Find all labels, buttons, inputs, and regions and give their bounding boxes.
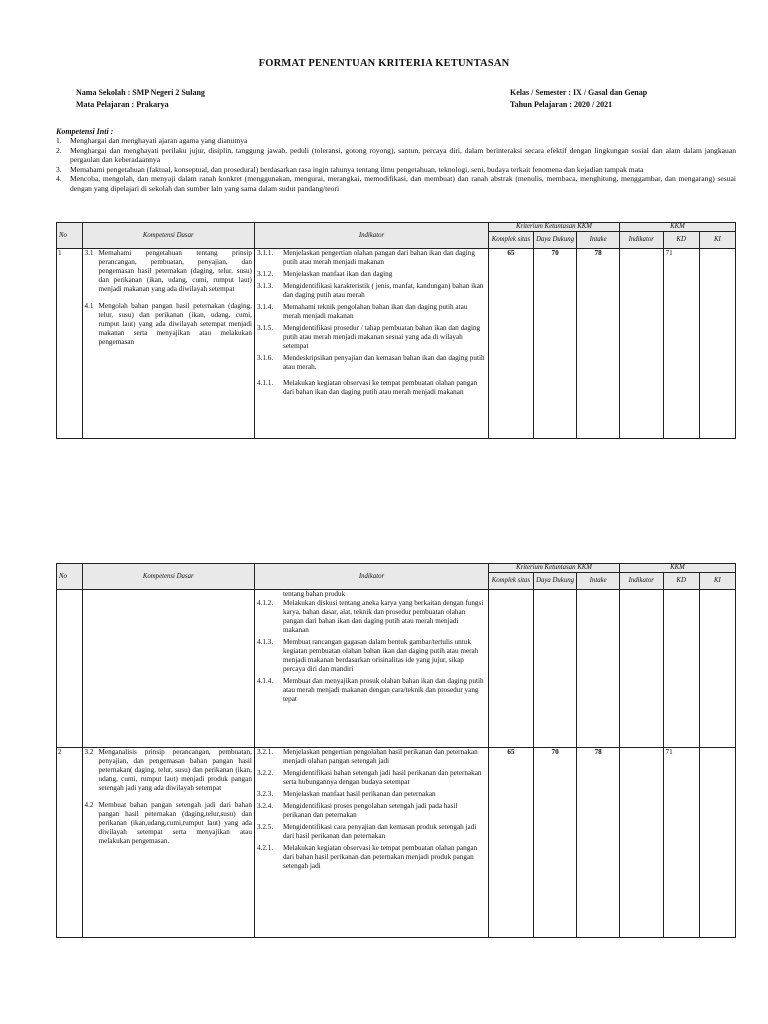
- indikator-cell: 3.2.1. Menjelaskan pengertian pengolahan hasil perikanan dan peternakan menjadi olahan pangan setengah jadi 3.2.2. Mengidentifikasi bahan setengah jadi hasil perikanan dan peternakan serta hubungannya dengan budaya setempat 3.2.3. Menjelaskan manfaat hasil perikanan dan peternakan 3.2.4. Mengidentifikasi proses pengolahan setengah jadi pada hasil perikanan dan peternakan 3.2.5. Mengidentifikasi cara penyajian dan kemasan produk setengah jadi dari hasil perikanan dan peternakan 4.2.1. Melakukan kegiatan observasi ke tempat pembuatan olahan pangan dari bahan hasil perikanan dan peternakan menjadi produk pangan setengah jadi: [254, 748, 488, 938]
- kkm-kd-value: [663, 590, 699, 748]
- ki-item: 2. Menghargai dan menghayati perilaku jujur, disiplin, tanggung jawab, peduli (toleransi, gotong royong), santun, percaya diri, dalam berinteraksi secara efektif dengan lingkungan sosial dan alam dalam jangkauan pergaulan dan keberadaannya: [56, 145, 736, 165]
- kkm-indikator-value: [619, 590, 663, 748]
- kkm-table-page1: [56, 222, 736, 439]
- kkm-table-page2: [56, 563, 736, 938]
- header-indikator: Indikator: [254, 223, 488, 249]
- document-title: FORMAT PENENTUAN KRITERIA KETUNTASAN: [258, 58, 510, 69]
- header-indikator: Indikator: [254, 564, 488, 590]
- table-row: [57, 590, 736, 748]
- row-no: [57, 590, 83, 748]
- kkm-indikator-value: [619, 748, 663, 938]
- header-kkm-ki: KI: [699, 573, 735, 590]
- header-intake: Intake: [577, 573, 620, 590]
- indikator-cell: 3.1.1. Menjelaskan pengertian olahan pangan dari bahan ikan dan daging putih atau merah menjadi makanan 3.1.2. Menjelaskan manfaat ikan dan daging 3.1.3. Mengidentifikasi karakteristik ( jenis, manfat, kandungan) bahan ikan dan daging putih atau merah 3.1.4. Memahami teknik pengolahan bahan ikan dan daging putih atau merah menjadi makanan 3.1.5. Mengidentifikasi prosedur / tahap pembuatan bahan ikan dan daging putih atau merah menjadi makanan sesuai yang ada di wilayah setempat 3.1.6. Mendeskripsikan penyajian dan kemasan bahan ikan dan daging putih atau merah. 4.1.1. Melakukan kegiatan observasi ke tempat pembuatan olahan pangan dari bahan ikan dan daging putih atau merah menjadi makanan: [254, 249, 488, 439]
- kkm-kd-value: 71: [663, 748, 699, 938]
- header-kompleksitas: Komplek sitas: [489, 573, 534, 590]
- kompleksitas-value: 65: [489, 249, 534, 439]
- header-kkm-ki: KI: [699, 232, 735, 249]
- header-kkm-indikator: Indikator: [619, 232, 663, 249]
- kd-cell: 3.2 Menganalisis prinsip perancangan, pembuatan, penyajian, dan pengemasan bahan pangan hasil peternakan( daging, telur, susu) dan perikanan (ikan, udang, cumi, rumput laut) menjadi produk pangan setengah jadi yang ada diwilayah setempat 4.2 Membuat bahan pangan setengah jadi dari bahan pangan hasil peternakan (daging,telur,susu) dan perikanan (ikan,udang,cumi,rumput laut) yang ada diwilayah setempat serta menyajikan atau melakukan pengemasan.: [82, 748, 254, 938]
- header-no: No: [57, 564, 83, 590]
- header-kkm-kd: KD: [663, 573, 699, 590]
- intake-value: [577, 590, 620, 748]
- kompetensi-inti-list: [56, 136, 736, 194]
- kkm-indikator-value: [619, 249, 663, 439]
- header-kkm: KKM: [619, 564, 735, 573]
- kompetensi-inti-heading: Kompetensi Inti :: [56, 127, 114, 136]
- indikator-continuation: tentang bahan produk: [282, 590, 346, 598]
- intake-value: 78: [577, 249, 620, 439]
- header-kriterium: Kriterium Ketuntasan KKM: [489, 564, 620, 573]
- daya-dukung-value: 70: [533, 748, 577, 938]
- header-kd: Kompetensi Dasar: [82, 564, 254, 590]
- subject-name: Mata Pelajaran : Prakarya: [76, 100, 169, 109]
- daya-dukung-value: 70: [533, 249, 577, 439]
- header-kkm: KKM: [619, 223, 735, 232]
- intake-value: 78: [577, 748, 620, 938]
- daya-dukung-value: [533, 590, 577, 748]
- header-no: No: [57, 223, 83, 249]
- kkm-kd-value: 71: [663, 249, 699, 439]
- header-daya-dukung: Daya Dukung: [533, 573, 577, 590]
- header-intake: Intake: [577, 232, 620, 249]
- table-row: [57, 748, 736, 938]
- header-kd: Kompetensi Dasar: [82, 223, 254, 249]
- table-row: [57, 249, 736, 439]
- ki-item: 3. Memahami pengetahuan (faktual, konseptual, dan prosedural) berdasarkan rasa ingin tahunya tentang ilmu pengetahuan, teknologi, seni, budaya terkait fenomena dan kejadian tampak mata: [56, 164, 644, 174]
- kompleksitas-value: [489, 590, 534, 748]
- row-no: 1: [57, 249, 83, 439]
- row-no: 2: [57, 748, 83, 938]
- school-name: Nama Sekolah : SMP Negeri 2 Sulang: [76, 88, 205, 97]
- class-semester: Kelas / Semester : IX / Gasal dan Genap: [510, 88, 648, 97]
- school-year: Tahun Pelajaran : 2020 / 2021: [510, 100, 613, 109]
- header-kriterium: Kriterium Ketuntasan KKM: [489, 223, 620, 232]
- header-kompleksitas: Komplek sitas: [489, 232, 534, 249]
- kkm-ki-value: [699, 748, 735, 938]
- header-daya-dukung: Daya Dukung: [533, 232, 577, 249]
- header-kkm-indikator: Indikator: [619, 573, 663, 590]
- indikator-cell: tentang bahan produk 4.1.2. Melakukan diskusi tentang aneka karya yang berkaitan dengan fungsi karya, bahan dasar, alat, teknik dan prosedur pembuatan olahan pangan dari bahan ikan dan daging putih atau merah menjadi makanan 4.1.3. Membuat rancangan gagasan dalam bentuk gambar/tertulis untuk kegiatan pembuatan olahan bahan ikan dan daging putih atau merah menjadi makanan berdasarkan orisinalitas ide yang jujur, sikap percaya diri dan mandiri 4.1.4. Membuat dan menyajikan prosuk olahan bahan ikan dan daging putih atau merah menjadi makanan dengan cara/teknik dan prosedur yang tepat: [254, 590, 488, 748]
- ki-item: 1. Menghargai dan menghayati ajaran agama yang dianutnya: [56, 136, 248, 145]
- kkm-ki-value: [699, 249, 735, 439]
- header-kkm-kd: KD: [663, 232, 699, 249]
- kd-cell: 3.1 Memahami pengetahuan tentang prinsip perancangan, pembuatan, penyajian, dan pengemasan hasil peternakan (daging, telur, susu) dan perikanan (ikan, udang, cumi, rumput laut) menjadi makanan yang ada diwilayah setempat 4.1 Mengolah bahan pangan hasil peternakan (daging, telur, susu) dan perikanan (ikan, udang, cumi, rumput laut) yang ada diwilayah setempat menjadi makanan serta menyajikan atau melakukan pengemasan: [82, 249, 254, 439]
- ki-item: 4. Mencoba, mengolah, dan menyaji dalam ranah konkret (menggunakan, mengurai, merangkai, memodifikasi, dan membuat) dan ranah abstrak (menulis, membaca, menghitung, menggambar, dan mengarang) sesuai dengan yang dipelajari di sekolah dan sumber lain yang sama dalam sudut pandang/teori: [56, 174, 736, 193]
- kompleksitas-value: 65: [489, 748, 534, 938]
- kkm-ki-value: [699, 590, 735, 748]
- kd-cell: [82, 590, 254, 748]
